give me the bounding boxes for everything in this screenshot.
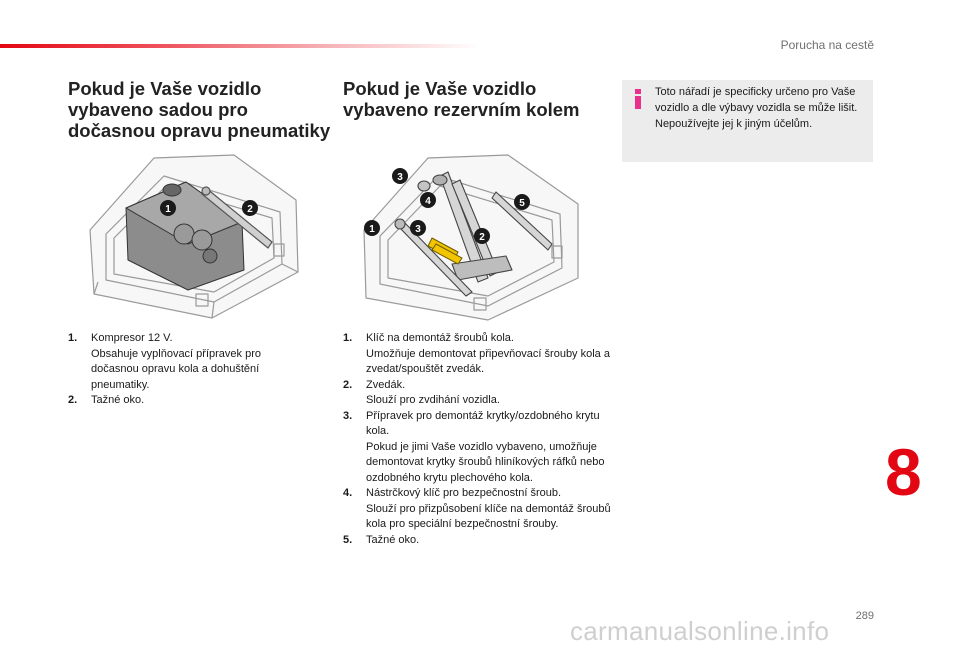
item-text: Přípravek pro demontáž krytky/ozdobného krytu kola. Pokud je jimi Vaše vozidlo vybaveno, umožňuje demontovat krytky šroubů hliníkových ráfků nebo ozdobného krytu plechového kola. (366, 409, 605, 484)
callout-2: 2 (247, 204, 253, 215)
left-item-list (68, 331, 308, 409)
list-item (68, 331, 308, 393)
list-item (343, 533, 613, 549)
item-text: Tažné oko. (91, 394, 145, 406)
item-text: Klíč na demontáž šroubů kola. Umožňuje demontovat připevňovací šrouby kola a zvedat/spouštět zvedák. (366, 332, 610, 375)
item-text: Tažné oko. (366, 533, 420, 546)
item-number: 2. (68, 394, 78, 406)
callout-1: 1 (165, 204, 171, 215)
item-text: Zvedák. Slouží pro zvdihání vozidla. (366, 378, 500, 406)
list-item (343, 331, 613, 378)
page-number: 289 (855, 610, 874, 622)
info-text: Toto nářadí je specificky určeno pro Vaše vozidlo a dle výbavy vozidla se může lišit. Nepoužívejte jej k jiným účelům. (655, 86, 858, 130)
item-number: 2. (343, 378, 353, 391)
callout-1: 1 (369, 224, 375, 235)
callout-4: 4 (425, 196, 431, 207)
list-item (68, 393, 308, 409)
list-item (343, 409, 613, 487)
callout-5: 5 (519, 198, 525, 209)
list-item (343, 378, 613, 409)
callout-3-top: 3 (397, 172, 403, 183)
right-item-list (343, 331, 613, 548)
item-number: 4. (343, 487, 353, 499)
spare-wheel-tools-illustration (356, 152, 588, 324)
chapter-number: 8 (885, 435, 922, 509)
section-title: Porucha na cestě (780, 38, 874, 52)
info-icon (632, 88, 644, 110)
right-column-title: Pokud je Vaše vozidlo vybaveno rezervním kolem (343, 78, 580, 120)
item-number: 5. (343, 533, 353, 546)
item-number: 3. (343, 409, 353, 422)
info-box (622, 80, 873, 162)
repair-kit-illustration (84, 152, 308, 322)
left-column-title: Pokud je Vaše vozidlo vybaveno sadou pro dočasnou opravu pneumatiky (68, 78, 331, 141)
callout-3-bottom: 3 (415, 224, 421, 235)
list-item (343, 486, 613, 533)
item-number: 1. (68, 332, 78, 344)
watermark: carmanualsonline.info (570, 616, 830, 646)
item-text: Nástrčkový klíč pro bezpečnostní šroub. Slouží pro přizpůsobení klíče na demontáž šroubů kola pro speciální bezpečnostní šrouby. (366, 487, 611, 530)
item-text: Kompresor 12 V. Obsahuje vyplňovací přípravek pro dočasnou opravu kola a dohuštění pneumatiky. (91, 332, 261, 391)
callout-2: 2 (479, 232, 485, 243)
item-number: 1. (343, 332, 353, 344)
header-accent-bar (0, 44, 480, 48)
